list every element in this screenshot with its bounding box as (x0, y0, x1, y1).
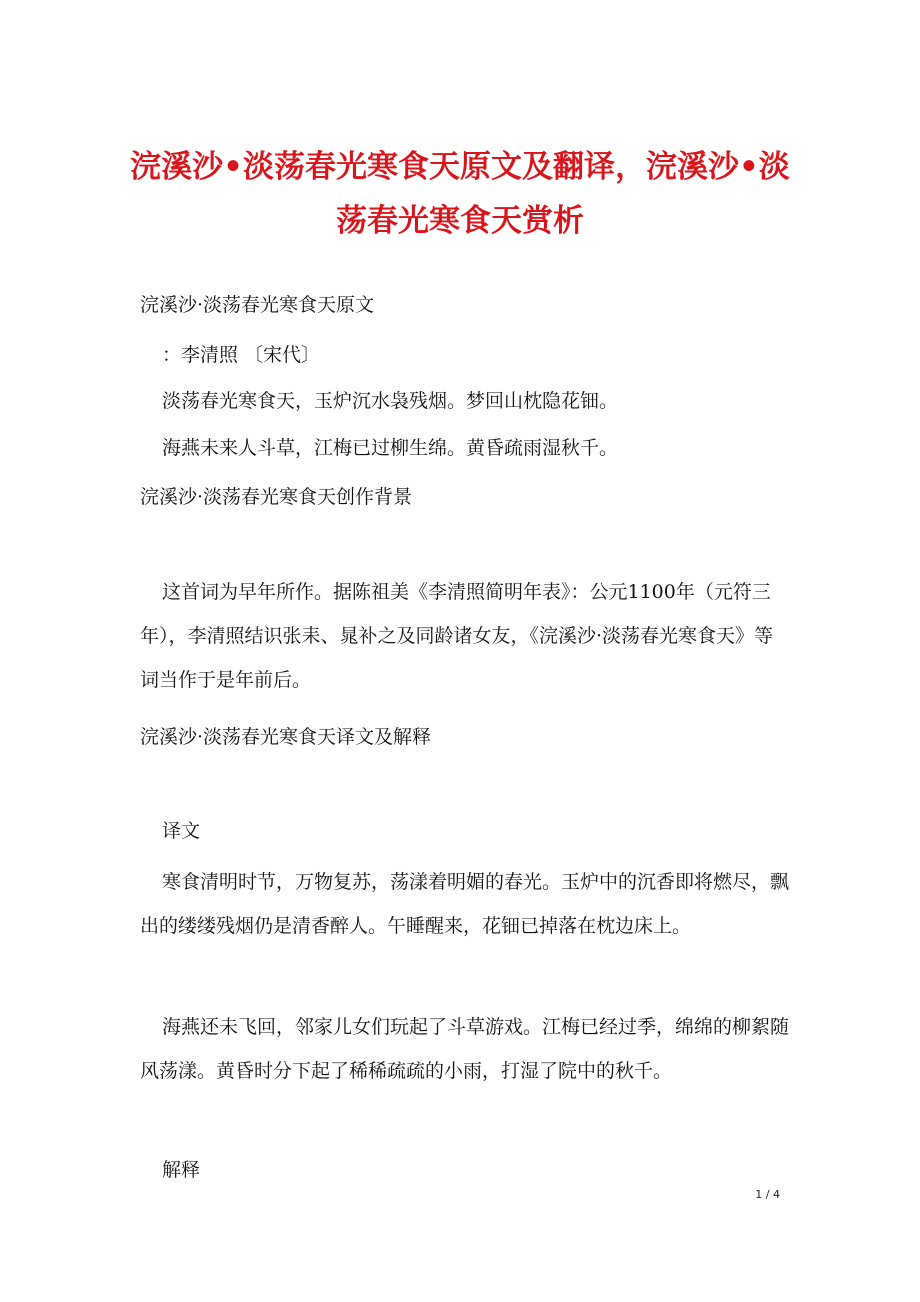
explanation-label: 解释 (162, 1159, 201, 1181)
page-indicator: 1 / 4 (755, 1188, 780, 1201)
translation-paragraph-1: 寒食清明时节，万物复苏，荡漾着明媚的春光。玉炉中的沉香即将燃尽，飘出的缕缕残烟仍是清香醉人。午睡醒来，花钿已掉落在枕边床上。 (140, 871, 790, 937)
poem-line-1: 淡荡春光寒食天，玉炉沉水袅残烟。梦回山枕隐花钿。 (162, 390, 619, 412)
background-text: 这首词为早年所作。据陈祖美《李清照简明年表》：公元1100年（元符三年），李清照结识张耒、晁补之及同龄诸女友，《浣溪沙·淡荡春光寒食天》等词当作于是年前后。 (140, 581, 774, 691)
poem-line-2: 海燕未来人斗草，江梅已过柳生绵。黄昏疏雨湿秋千。 (162, 437, 619, 459)
translation-paragraph-2: 海燕还未飞回，邻家儿女们玩起了斗草游戏。江梅已经过季，绵绵的柳絮随风荡漾。黄昏时分下起了稀稀疏疏的小雨，打湿了院中的秋千。 (140, 1016, 790, 1082)
original-heading: 浣溪沙·淡荡春光寒食天原文 (140, 294, 375, 316)
background-heading: 浣溪沙·淡荡春光寒食天创作背景 (140, 486, 413, 508)
translation-label: 译文 (162, 820, 201, 842)
document-title: 浣溪沙•淡荡春光寒食天原文及翻译，浣溪沙•淡荡春光寒食天赏析 (130, 149, 790, 239)
author-line: ：李清照 〔宋代〕 (162, 344, 321, 366)
translation-heading: 浣溪沙·淡荡春光寒食天译文及解释 (140, 726, 432, 748)
